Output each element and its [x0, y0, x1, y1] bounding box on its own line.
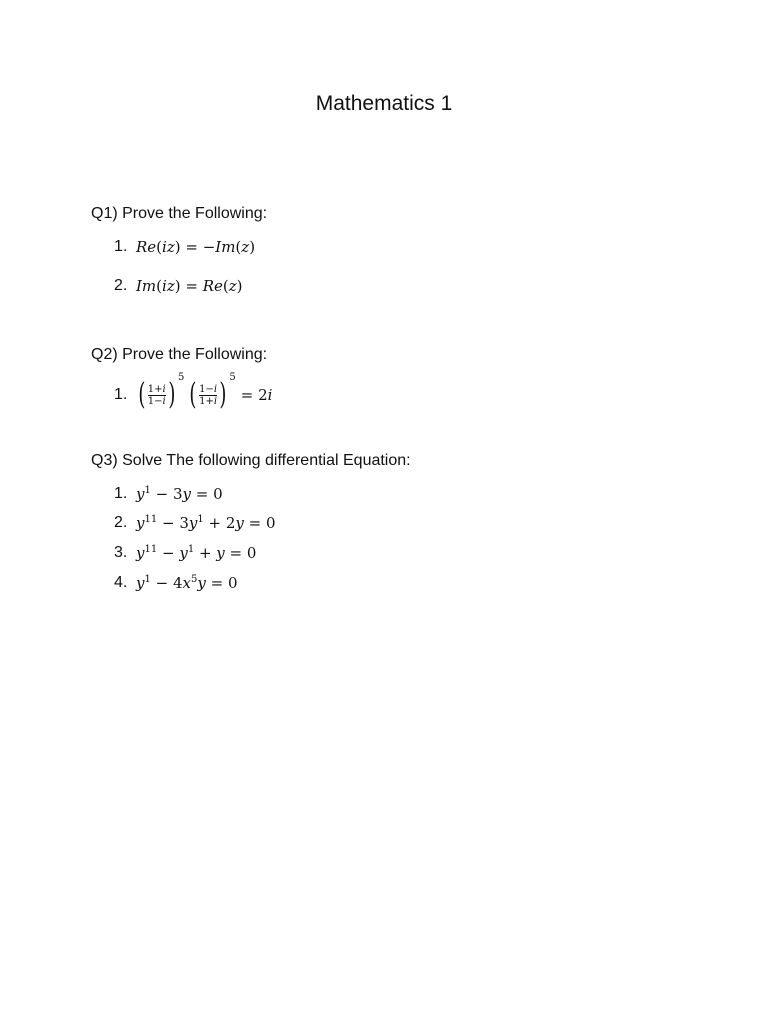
equation: Re(iz) = −Im(z) [136, 238, 256, 256]
question-1-heading: Q1) Prove the Following: [91, 205, 268, 222]
item-number: 1. [114, 386, 128, 403]
page-title: Mathematics 1 [315, 92, 453, 115]
q1-item-1 [114, 238, 255, 256]
q3-item-1 [114, 485, 223, 503]
equation: $y^1 - 3y = 0$ [136, 485, 223, 503]
q3-item-2 [114, 514, 276, 532]
equation: ( $\frac{1+i}{1-i}$ ) 5 ( $\frac{1-i}{1+i}$ ) 5 = 2i [138, 372, 273, 412]
item-number: 4. [114, 574, 128, 591]
item-number: 3. [114, 544, 128, 561]
equation: $y^{11} - 3y^1 + 2y = 0$ [136, 514, 276, 532]
q3-item-3 [114, 544, 256, 562]
q1-item-2 [114, 277, 242, 295]
q2-item-1 [114, 372, 273, 412]
question-3-heading: Q3) Solve The following differential Equation: [91, 452, 411, 469]
item-number: 1. [114, 485, 128, 502]
equation: $y^{11} - y^1 + y = 0$ [136, 544, 257, 562]
item-number: 1. [114, 238, 128, 255]
question-2-heading: Q2) Prove the Following: [91, 346, 268, 363]
item-number: 2. [114, 514, 128, 531]
equation: $y^1 - 4x^5y = 0$ [136, 574, 238, 592]
item-number: 2. [114, 277, 128, 294]
equation: Im(iz) = Re(z) [136, 277, 243, 295]
q3-item-4 [114, 574, 238, 592]
